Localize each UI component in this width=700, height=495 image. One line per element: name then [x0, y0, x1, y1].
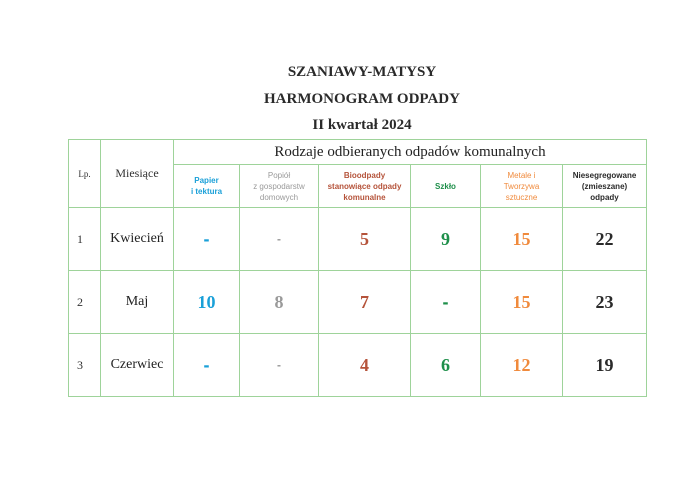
header-glass: Szkło: [411, 165, 481, 208]
value-metals-plastics: 15: [481, 271, 563, 334]
quarter-title: II kwartał 2024: [312, 117, 412, 133]
header-mixed: Niesegregowane (zmieszane) odpady: [563, 165, 647, 208]
value-mixed: 22: [563, 208, 647, 271]
value-paper: -: [174, 208, 240, 271]
value-glass: 6: [411, 334, 481, 397]
value-bio: 5: [319, 208, 411, 271]
value-ash: -: [240, 208, 319, 271]
header-lp: Lp.: [69, 140, 101, 208]
row-month: Maj: [101, 271, 174, 334]
value-mixed: 19: [563, 334, 647, 397]
value-glass: -: [411, 271, 481, 334]
row-lp: 2: [69, 271, 101, 334]
value-ash: -: [240, 334, 319, 397]
row-lp: 1: [69, 208, 101, 271]
header-metals-plastics: Metale i Tworzywa sztuczne: [481, 165, 563, 208]
value-mixed: 23: [563, 271, 647, 334]
table-row: [69, 208, 647, 271]
value-paper: -: [174, 334, 240, 397]
header-waste-types: Rodzaje odbieranych odpadów komunalnych: [174, 140, 647, 165]
value-glass: 9: [411, 208, 481, 271]
table-row: [69, 334, 647, 397]
value-ash: 8: [240, 271, 319, 334]
value-metals-plastics: 15: [481, 208, 563, 271]
header-bio: Bioodpady stanowiące odpady komunalne: [319, 165, 411, 208]
table-row: [69, 271, 647, 334]
location-title: SZANIAWY-MATYSY: [287, 64, 437, 80]
value-metals-plastics: 12: [481, 334, 563, 397]
row-lp: 3: [69, 334, 101, 397]
row-month: Czerwiec: [101, 334, 174, 397]
waste-schedule-table: [68, 139, 647, 397]
header-paper: Papier i tektura: [174, 165, 240, 208]
row-month: Kwiecień: [101, 208, 174, 271]
value-paper: 10: [174, 271, 240, 334]
header-month: Miesiące: [101, 140, 174, 208]
schedule-title: HARMONOGRAM ODPADY: [264, 91, 460, 107]
value-bio: 7: [319, 271, 411, 334]
value-bio: 4: [319, 334, 411, 397]
header-ash: Popiół z gospodarstw domowych: [240, 165, 319, 208]
